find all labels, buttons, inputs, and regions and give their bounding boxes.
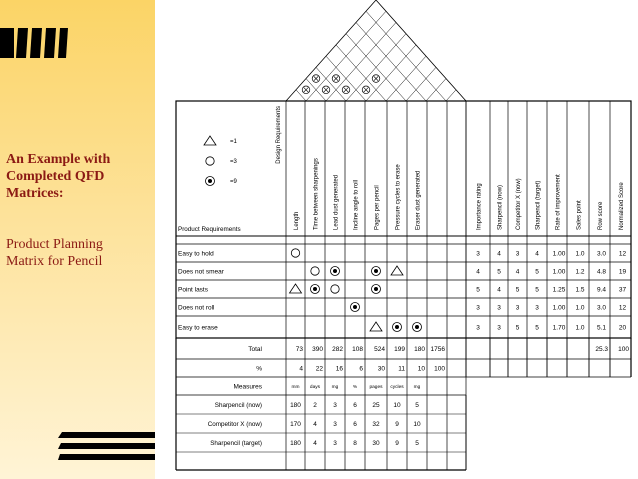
benchmark-value: 180 (290, 401, 301, 409)
triangle-icon (204, 136, 216, 145)
planning-value: 12 (618, 250, 627, 258)
design-requirement-header: Pressure cycles to erase (395, 164, 402, 230)
total-value: 180 (414, 345, 425, 353)
dot-icon (353, 305, 357, 309)
design-requirement-header: Pages per pencil (374, 185, 381, 230)
planning-header: Row score (598, 201, 604, 230)
relationship-triangle-icon (290, 284, 302, 293)
planning-value: 4.8 (596, 268, 607, 276)
planning-header: Rate of improvement (555, 174, 562, 230)
measure-unit: cycles (390, 385, 404, 390)
percent-value: 10 (417, 365, 425, 373)
planning-value: 3 (515, 304, 520, 312)
planning-value: 9.4 (596, 286, 607, 294)
planning-value: 5 (535, 268, 539, 276)
benchmark-value: 3 (333, 420, 337, 428)
percent-value: 16 (335, 365, 343, 373)
benchmark-value: 180 (290, 439, 301, 447)
planning-header: Normalized Score (619, 182, 625, 230)
benchmark-value: 6 (353, 401, 357, 409)
planning-value: 3 (497, 324, 501, 332)
relationship-dot-circle-icon (413, 323, 422, 332)
legend-dot-circle-icon (206, 177, 215, 186)
circle-icon (206, 157, 214, 165)
benchmark-value: 25 (372, 401, 380, 409)
design-requirement-header: Length (294, 211, 300, 230)
benchmark-value: 2 (313, 401, 317, 409)
dot-icon (415, 325, 419, 329)
benchmark-value: 30 (372, 439, 380, 447)
planning-value: 1.2 (575, 268, 585, 276)
product-requirement-label: Point lasts (178, 286, 208, 294)
total-label: Total (248, 345, 262, 353)
benchmark-value: 9 (395, 420, 399, 428)
percent-value: 100 (434, 365, 445, 373)
row-score-total: 25.3 (595, 345, 608, 353)
dot-icon (395, 325, 399, 329)
planning-value: 5 (535, 324, 539, 332)
benchmark-label: Sharpencil (target) (210, 439, 262, 447)
design-requirements-label: Design Requirements (276, 106, 282, 164)
relationship-dot-circle-icon (331, 267, 340, 276)
benchmark-value: 5 (415, 401, 419, 409)
measure-unit: mm (291, 385, 300, 390)
planning-value: 1.0 (575, 324, 585, 332)
product-requirement-label: Does not roll (178, 304, 215, 312)
planning-header: Sharpencil (now) (497, 184, 504, 230)
total-value: 524 (374, 345, 385, 353)
planning-value: 1.00 (552, 304, 566, 312)
legend-label: =9 (230, 179, 237, 185)
planning-value: 1.70 (552, 324, 566, 332)
percent-value: 4 (299, 365, 303, 373)
circle-icon (311, 267, 319, 275)
planning-value: 3.0 (596, 250, 607, 258)
planning-value: 20 (618, 324, 627, 332)
planning-value: 3 (535, 304, 539, 312)
benchmark-value: 4 (313, 420, 317, 428)
legend-label: =3 (230, 159, 237, 165)
legend-triangle-icon (204, 136, 216, 145)
circle-icon (331, 285, 339, 293)
percent-value: 11 (398, 365, 405, 373)
measures-label: Measures (233, 383, 262, 391)
dot-icon (208, 179, 212, 183)
measure-unit: % (352, 385, 358, 390)
planning-value: 1.0 (575, 304, 585, 312)
dot-icon (333, 269, 337, 273)
design-requirement-header: Time between sharpenings (313, 158, 320, 230)
percent-value: 22 (315, 365, 323, 373)
triangle-icon (370, 322, 382, 331)
benchmark-value: 4 (313, 439, 317, 447)
product-requirements-label: Product Requirements (178, 226, 241, 233)
measure-unit: mg (413, 385, 421, 390)
legend-circle-icon (206, 157, 214, 165)
planning-header: Sharpencil (target) (535, 180, 542, 230)
slide-subtitle: Product Planning Matrix for Pencil (6, 237, 103, 269)
product-requirement-label: Easy to hold (178, 250, 214, 258)
roof-line (446, 90, 456, 101)
roof-line (326, 22, 396, 101)
product-requirement-label: Does not smear (178, 268, 224, 276)
planning-value: 5 (497, 268, 501, 276)
planning-value: 3 (497, 304, 501, 312)
planning-value: 1.5 (575, 286, 585, 294)
planning-value: 1.00 (552, 268, 566, 276)
relationship-triangle-icon (370, 322, 382, 331)
product-requirement-label: Easy to erase (178, 324, 218, 332)
total-value: 390 (312, 345, 323, 353)
relationship-triangle-icon (391, 266, 403, 275)
relationship-circle-icon (291, 249, 299, 257)
dot-icon (374, 269, 378, 273)
planning-value: 5.1 (596, 324, 607, 332)
planning-value: 5 (515, 324, 520, 332)
measure-unit: mg (331, 385, 339, 390)
planning-value: 1.25 (552, 286, 566, 294)
relationship-dot-circle-icon (351, 303, 360, 312)
planning-value: 3 (476, 324, 480, 332)
benchmark-value: 8 (353, 439, 357, 447)
triangle-icon (391, 266, 403, 275)
benchmark-label: Competitor X (now) (207, 420, 262, 428)
design-requirement-header: Incline angle to roll (353, 179, 360, 230)
benchmark-value: 32 (372, 420, 380, 428)
planning-value: 37 (618, 286, 627, 294)
benchmark-value: 6 (353, 420, 357, 428)
planning-value: 1.00 (552, 250, 566, 258)
benchmark-value: 170 (290, 420, 301, 428)
triangle-icon (290, 284, 302, 293)
dot-icon (374, 287, 378, 291)
slide-title: An Example with Completed QFD Matrices: (6, 152, 111, 201)
planning-value: 4 (476, 268, 480, 276)
percent-label: % (256, 365, 262, 373)
planning-value: 4 (497, 286, 501, 294)
dot-icon (313, 287, 317, 291)
benchmark-value: 3 (333, 439, 337, 447)
benchmark-value: 10 (413, 420, 421, 428)
total-value: 73 (295, 345, 303, 353)
planning-value: 3 (476, 250, 480, 258)
benchmark-value: 5 (415, 439, 419, 447)
benchmark-value: 10 (393, 401, 401, 409)
roof-line (366, 45, 416, 101)
planning-value: 19 (618, 268, 627, 276)
legend-label: =1 (230, 139, 237, 145)
relationship-circle-icon (331, 285, 339, 293)
circle-icon (291, 249, 299, 257)
total-value: 1756 (430, 345, 445, 353)
percent-value: 30 (377, 365, 385, 373)
relationship-circle-icon (311, 267, 319, 275)
relationship-dot-circle-icon (372, 285, 381, 294)
planning-value: 5 (515, 286, 520, 294)
planning-value: 5 (476, 286, 480, 294)
total-value: 108 (352, 345, 363, 353)
planning-value: 4 (515, 268, 520, 276)
relationship-dot-circle-icon (372, 267, 381, 276)
planning-header: Sales point (576, 200, 583, 230)
normalized-total: 100 (618, 345, 629, 353)
planning-value: 3.0 (596, 304, 607, 312)
roof-line (406, 67, 436, 101)
planning-value: 5 (535, 286, 539, 294)
planning-value: 1.0 (575, 250, 585, 258)
planning-value: 4 (497, 250, 501, 258)
measure-unit: days (309, 385, 321, 390)
planning-header: Competitor X (now) (516, 178, 522, 230)
measure-unit: pages (369, 385, 383, 390)
roof-line (316, 67, 346, 101)
relationship-dot-circle-icon (311, 285, 320, 294)
design-requirement-header: Eraser dust generated (415, 170, 422, 230)
planning-value: 12 (618, 304, 627, 312)
planning-value: 4 (535, 250, 539, 258)
planning-value: 3 (476, 304, 480, 312)
percent-value: 6 (359, 365, 363, 373)
benchmark-value: 3 (333, 401, 337, 409)
planning-header: Importance rating (476, 183, 483, 230)
relationship-dot-circle-icon (393, 323, 402, 332)
matrix-frame (176, 101, 631, 338)
benchmark-value: 9 (395, 439, 399, 447)
total-value: 282 (332, 345, 343, 353)
roof-outline (286, 0, 466, 101)
planning-value: 3 (515, 250, 520, 258)
benchmark-label: Sharpencil (now) (214, 401, 262, 409)
design-requirement-header: Lead dust generated (333, 174, 340, 230)
total-value: 199 (394, 345, 405, 353)
